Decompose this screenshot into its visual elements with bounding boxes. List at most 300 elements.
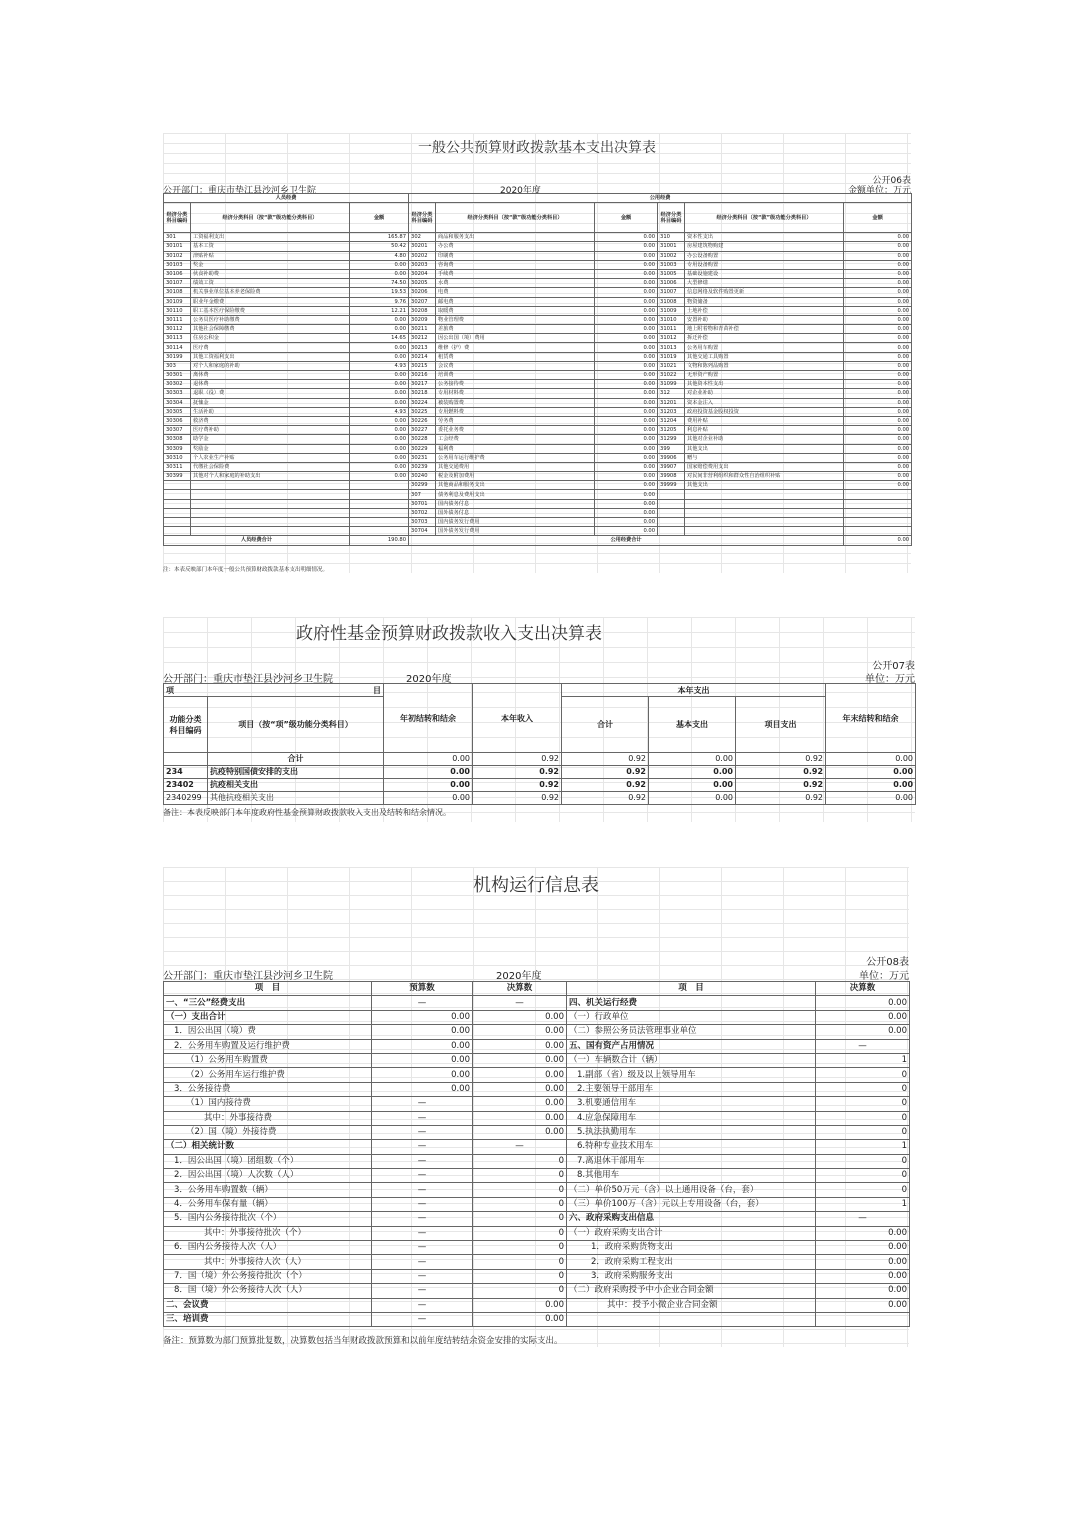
gov-fund-table [163,683,916,805]
header-code: 经济分类科目编码 [164,203,191,233]
amount-cell [350,527,409,536]
header-spend: 本年支出 [562,684,826,697]
sheet2-table-no: 公开07表 [872,661,915,672]
name-cell: 对民间非营利组织和群众性自治组织补贴 [685,472,844,481]
amount-cell: 0.00 [595,527,658,536]
func-code-cell [164,753,208,766]
name-cell: 土地补偿 [685,306,844,315]
header-item-2: 项 目 [567,982,816,996]
name-cell: 助学金 [191,435,350,444]
table-row [164,1154,910,1168]
code-cell: 30228 [409,435,436,444]
sheet1-note: 注：本表反映部门本年度一般公共预算财政拨款基本支出明细情况。 [163,567,329,573]
value-cell: 0.92 [736,792,826,805]
table-row [164,490,912,499]
code-cell: 30224 [409,398,436,407]
amount-cell: 0.00 [844,325,912,334]
table-row [164,1298,910,1312]
final-cell: 0 [473,1183,567,1197]
code-cell: 30303 [164,389,191,398]
code-cell: 30101 [164,242,191,251]
name-cell: 商品和服务支出 [436,233,595,242]
name-cell: 公务用车购置 [685,343,844,352]
item-cell: 3．公务接待费 [164,1082,372,1096]
name-cell: 差旅费 [436,325,595,334]
table-row [164,792,916,805]
amount-cell: 0.00 [595,453,658,462]
amount-cell: 0.00 [350,416,409,425]
final-cell-2: — [816,1039,910,1053]
name-cell: 机关事业单位基本养老保险费 [191,288,350,297]
amount-cell: 0.00 [844,352,912,361]
table-row [164,380,912,389]
name-cell: 费用补贴 [685,416,844,425]
code-cell: 399 [658,444,685,453]
name-cell: 对个人和家庭的补助 [191,361,350,370]
amount-cell: 74.50 [350,279,409,288]
amount-cell: 0.00 [350,371,409,380]
name-cell: 专用燃料费 [436,407,595,416]
code-cell: 31001 [658,242,685,251]
code-cell: 30205 [409,279,436,288]
table-row [164,1197,910,1211]
amount-cell: 0.00 [350,260,409,269]
budget-cell: — [372,1226,473,1240]
code-cell [164,508,191,517]
name-cell: 专用设备购置 [685,260,844,269]
name-cell: 医疗费 [191,343,350,352]
amount-cell: 0.00 [595,426,658,435]
code-cell: 31009 [658,306,685,315]
header-end-balance: 年末结转和结余 [826,684,916,753]
amount-cell [844,499,912,508]
amount-cell: 0.00 [844,315,912,324]
amount-cell: 0.00 [844,398,912,407]
item-cell-2: （一）车辆数合计（辆） [567,1053,816,1067]
code-cell: 30211 [409,325,436,334]
final-cell-2: 0.00 [816,1010,910,1024]
amount-cell: 0.00 [844,361,912,370]
amount-cell: 0.00 [844,389,912,398]
amount-cell: 0.00 [844,462,912,471]
value-cell: 0.92 [562,766,649,779]
amount-cell: 0.00 [595,490,658,499]
value-cell: 0.92 [473,792,562,805]
name-cell: 其他对个人和家庭的补助支出 [191,472,350,481]
table-row [164,462,912,471]
code-cell: 310 [658,233,685,242]
budget-cell: — [372,1154,473,1168]
code-cell: 30309 [164,444,191,453]
sheet1-title: 一般公共预算财政拨款基本支出决算表 [418,140,656,156]
header-func-name: 项目（按“项”级功能分类科目） [208,697,384,753]
func-name-cell: 抗疫特别国债安排的支出 [208,766,384,779]
header-budget: 预算数 [372,982,473,996]
table-row [164,343,912,352]
amount-cell: 0.00 [844,453,912,462]
table-row [164,753,916,766]
final-cell-2: 0.00 [816,1284,910,1298]
code-cell: 31201 [658,398,685,407]
item-cell: （1）公务用车购置费 [164,1053,372,1067]
amount-cell: 0.00 [595,260,658,269]
final-cell: 0 [473,1241,567,1255]
amount-cell [844,490,912,499]
amount-cell [350,499,409,508]
amount-cell: 0.00 [844,481,912,490]
item-cell-2: （二）政府采购授予中小企业合同金额 [567,1284,816,1298]
name-cell [191,508,350,517]
item-cell: 2．因公出国（境）人次数（人） [164,1169,372,1183]
budget-cell: — [372,1212,473,1226]
code-cell: 31003 [658,260,685,269]
table-row [164,398,912,407]
amount-cell: 0.00 [844,426,912,435]
budget-cell: — [372,1269,473,1283]
final-cell-2 [816,1312,910,1326]
final-cell: — [473,1140,567,1154]
budget-cell: — [372,1125,473,1139]
amount-cell: 0.00 [844,288,912,297]
name-cell: 邮电费 [436,297,595,306]
table-row [164,1169,910,1183]
item-cell: 5．国内公务接待批次（个） [164,1212,372,1226]
name-cell [685,499,844,508]
name-cell: 文物和陈列品购置 [685,361,844,370]
table-row [164,269,912,278]
table-row [164,1039,910,1053]
item-cell: （2）公务用车运行维护费 [164,1068,372,1082]
table-row [164,361,912,370]
amount-cell: 0.00 [350,426,409,435]
func-name-cell: 其他抗疫相关支出 [208,792,384,805]
name-cell: 国外债务发行费用 [436,527,595,536]
amount-cell: 4.93 [350,361,409,370]
item-cell-2: 2．政府采购工程支出 [567,1255,816,1269]
final-cell-2: 0.00 [816,1298,910,1312]
table-row [164,1125,910,1139]
name-cell: 咨询费 [436,260,595,269]
name-cell: 房屋建筑物购建 [685,242,844,251]
amount-cell: 0.00 [350,453,409,462]
amount-cell [844,508,912,517]
code-cell: 31203 [658,407,685,416]
code-cell [164,490,191,499]
func-code-cell: 23402 [164,779,208,792]
item-cell-2: 3．政府采购服务支出 [567,1269,816,1283]
item-cell: 其中：外事接待批次（个） [164,1226,372,1240]
name-cell: 办公设备购置 [685,251,844,260]
item-cell-2: 7.离退休干部用车 [567,1154,816,1168]
code-cell [164,518,191,527]
item-cell-2: （二）参照公务员法管理事业单位 [567,1025,816,1039]
amount-cell: 0.00 [844,233,912,242]
item-cell: 1．因公出国（境）团组数（个） [164,1154,372,1168]
name-cell: 电费 [436,288,595,297]
name-cell [685,490,844,499]
value-cell: 0.00 [649,792,736,805]
amount-cell [350,518,409,527]
item-cell-2: （一）政府采购支出合计 [567,1226,816,1240]
name-cell: 工资福利支出 [191,233,350,242]
code-cell [164,481,191,490]
name-cell: 基础设施建设 [685,269,844,278]
code-cell: 30109 [164,297,191,306]
table-row [164,453,912,462]
name-cell [191,527,350,536]
item-cell-2: 3.机要通信用车 [567,1097,816,1111]
amount-cell: 0.00 [844,380,912,389]
name-cell: 其他社会保障缴费 [191,325,350,334]
table-row [164,407,912,416]
code-cell: 30226 [409,416,436,425]
name-cell: 国外债务付息 [436,508,595,517]
name-cell: 基本工资 [191,242,350,251]
code-cell [658,508,685,517]
budget-cell: — [372,1169,473,1183]
item-cell-2: 2.主要领导干部用车 [567,1082,816,1096]
code-cell: 30218 [409,389,436,398]
code-cell: 307 [409,490,436,499]
amount-cell: 0.00 [350,435,409,444]
value-cell: 0.00 [384,766,473,779]
basic-expenditure-table [163,193,912,546]
code-cell: 30239 [409,462,436,471]
amount-cell: 0.00 [350,462,409,471]
header-item-right: 目 [373,685,381,695]
final-cell: 0 [473,1212,567,1226]
name-cell: 抚恤金 [191,398,350,407]
final-cell-2: 0 [816,1068,910,1082]
name-cell: 资本金注入 [685,398,844,407]
value-cell: 0.00 [384,792,473,805]
amount-cell: 0.00 [595,398,658,407]
amount-cell: 0.00 [595,361,658,370]
code-cell: 30111 [164,315,191,324]
header-amount: 金额 [350,203,409,233]
budget-cell: 0.00 [372,1025,473,1039]
amount-cell: 0.00 [595,242,658,251]
name-cell [685,518,844,527]
name-cell: 国家赔偿费用支出 [685,462,844,471]
name-cell: 信息网络及软件购置更新 [685,288,844,297]
header-project: 项目支出 [736,697,826,753]
name-cell: 公务用车运行维护费 [436,453,595,462]
item-cell: 6．国内公务接待人次（人） [164,1241,372,1255]
code-cell: 30216 [409,371,436,380]
name-cell: 无形资产购置 [685,371,844,380]
budget-cell: — [372,1111,473,1125]
code-cell: 30227 [409,426,436,435]
sheet1-year: 2020年度 [500,186,541,196]
code-cell: 30306 [164,416,191,425]
name-cell: 离休费 [191,371,350,380]
amount-cell: 0.00 [595,435,658,444]
amount-cell: 0.00 [595,352,658,361]
amount-cell: 0.00 [595,508,658,517]
name-cell: 安置补助 [685,315,844,324]
final-cell-2: 0 [816,1169,910,1183]
name-cell: 委托业务费 [436,426,595,435]
header-name: 经济分类科目（按“款”级功能分类科目） [191,203,350,233]
value-cell: 0.00 [826,766,916,779]
item-cell: 其中：外事接待人次（人） [164,1255,372,1269]
name-cell: 印刷费 [436,251,595,260]
item-cell: 一、“三公”经费支出 [164,996,372,1010]
name-cell [191,490,350,499]
amount-cell: 0.00 [350,325,409,334]
code-cell: 30215 [409,361,436,370]
personnel-total-label: 人员经费合计 [164,536,350,545]
value-cell: 0.00 [384,753,473,766]
code-cell: 39906 [658,453,685,462]
code-cell: 39907 [658,462,685,471]
group-personnel: 人员经费 [164,194,409,203]
name-cell: 办公费 [436,242,595,251]
header-code: 经济分类科目编码 [409,203,436,233]
item-cell-2: （三）单价100万（含）元以上专用设备（台，套） [567,1197,816,1211]
code-cell: 30308 [164,435,191,444]
final-cell: 0.00 [473,1298,567,1312]
amount-cell: 0.00 [595,251,658,260]
code-cell: 30301 [164,371,191,380]
header-func-code: 功能分类科目编码 [164,697,208,753]
table-row [164,1140,910,1154]
gov-fund-sheet [163,617,915,822]
name-cell: 劳务费 [436,416,595,425]
sheet1-table-no: 公开06表 [872,176,911,186]
final-cell-2: 0.00 [816,1226,910,1240]
value-cell: 0.00 [384,779,473,792]
item-cell: 4．公务用车保有量（辆） [164,1197,372,1211]
name-cell: 退休费 [191,380,350,389]
amount-cell: 0.00 [595,472,658,481]
name-cell: 退职（役）费 [191,389,350,398]
item-cell: （一）支出合计 [164,1010,372,1024]
code-cell [658,490,685,499]
header-amount: 金额 [595,203,658,233]
code-cell: 312 [658,389,685,398]
item-cell: 二、会议费 [164,1298,372,1312]
name-cell: 取暖费 [436,306,595,315]
table-row [164,1255,910,1269]
sheet3-table-no: 公开08表 [866,957,909,968]
final-cell: 0 [473,1169,567,1183]
amount-cell: 0.00 [350,398,409,407]
name-cell: 公务接待费 [436,380,595,389]
table-row [164,288,912,297]
name-cell: 其他商品和服务支出 [436,481,595,490]
name-cell: 手续费 [436,269,595,278]
code-cell: 30106 [164,269,191,278]
amount-cell: 0.00 [844,279,912,288]
name-cell: 对企业补助 [685,389,844,398]
table-row [164,389,912,398]
name-cell: 培训费 [436,371,595,380]
code-cell: 30217 [409,380,436,389]
amount-cell: 0.00 [595,325,658,334]
final-cell-2: 0.00 [816,1269,910,1283]
table-row [164,1226,910,1240]
item-cell-2: （二）单价50万元（含）以上通用设备（台，套） [567,1183,816,1197]
table-row [164,325,912,334]
code-cell: 30701 [409,499,436,508]
code-cell: 30704 [409,527,436,536]
header-basic: 基本支出 [649,697,736,753]
final-cell: 0 [473,1269,567,1283]
code-cell: 31007 [658,288,685,297]
code-cell: 30213 [409,343,436,352]
header-name: 经济分类科目（按“款”级功能分类科目） [685,203,844,233]
code-cell: 31005 [658,269,685,278]
code-cell [658,527,685,536]
code-cell: 30229 [409,444,436,453]
table-row [164,1010,910,1024]
func-name-cell: 合计 [208,753,384,766]
budget-cell: — [372,1255,473,1269]
item-cell: （二）相关统计数 [164,1140,372,1154]
header-code: 经济分类科目编码 [658,203,685,233]
item-cell: 三、培训费 [164,1312,372,1326]
final-cell: 0.00 [473,1010,567,1024]
final-cell: 0 [473,1197,567,1211]
item-cell: 7．国（境）外公务接待批次（个） [164,1269,372,1283]
code-cell: 30203 [409,260,436,269]
amount-cell: 0.00 [595,380,658,389]
name-cell: 大型修缮 [685,279,844,288]
amount-cell: 4.80 [350,251,409,260]
table-row [164,251,912,260]
table-row [164,1183,910,1197]
amount-cell: 0.00 [350,269,409,278]
func-code-cell: 234 [164,766,208,779]
code-cell: 30214 [409,352,436,361]
final-cell-2: 1 [816,1197,910,1211]
amount-cell [350,508,409,517]
name-cell: 住房公积金 [191,334,350,343]
value-cell: 0.00 [649,766,736,779]
name-cell: 福利费 [436,444,595,453]
table-row [164,1053,910,1067]
code-cell [164,527,191,536]
table-row [164,1082,910,1096]
budget-cell: 0.00 [372,1053,473,1067]
final-cell-2: 0.00 [816,1255,910,1269]
code-cell: 31099 [658,380,685,389]
budget-cell: 0.00 [372,1068,473,1082]
name-cell: 地上附着物和青苗补偿 [685,325,844,334]
final-cell-2: 0.00 [816,1241,910,1255]
name-cell: 医疗费补助 [191,426,350,435]
table-row [164,1097,910,1111]
sheet2-unit: 单位：万元 [865,674,915,685]
final-cell: 0.00 [473,1039,567,1053]
table-row [164,1284,910,1298]
final-cell: 0.00 [473,1111,567,1125]
table-row [164,481,912,490]
item-cell-2: （一）行政单位 [567,1010,816,1024]
amount-cell: 0.00 [844,297,912,306]
sheet3-unit: 单位：万元 [859,971,909,982]
final-cell: 0.00 [473,1025,567,1039]
sheet3-dept: 公开部门：重庆市垫江县沙河乡卫生院 [163,971,333,982]
name-cell: 其他交通费用 [436,462,595,471]
item-cell-2: 5.执法执勤用车 [567,1125,816,1139]
budget-cell: — [372,1312,473,1326]
item-cell-2: 六、政府采购支出信息 [567,1212,816,1226]
value-cell: 0.92 [736,779,826,792]
name-cell: 其他支出 [685,444,844,453]
